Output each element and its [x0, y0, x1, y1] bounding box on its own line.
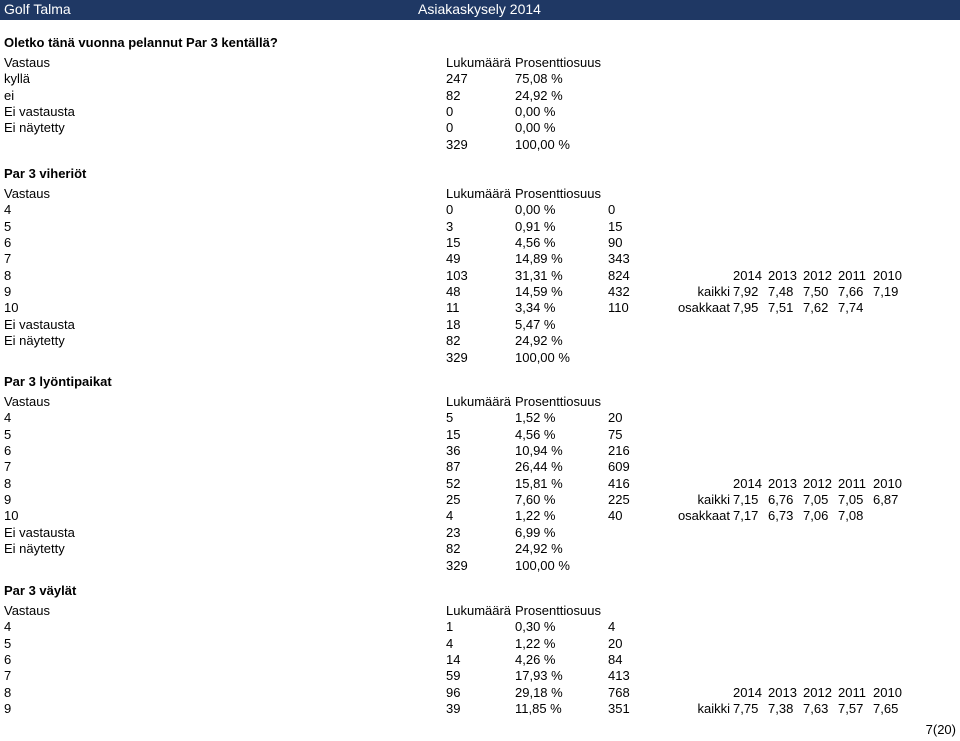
summary-year: 2010: [873, 684, 902, 700]
summary-value: 7,06: [803, 508, 829, 524]
table-cell: 4: [446, 508, 454, 524]
table-cell: 15: [446, 235, 461, 251]
table-row: [0, 119, 960, 136]
table-cell: 6: [4, 235, 12, 251]
table-cell: 4,26 %: [515, 652, 556, 668]
table-cell: 26,44 %: [515, 459, 563, 475]
summary-year: 2013: [768, 267, 797, 283]
table-cell: 225: [608, 492, 630, 508]
table-cell: 82: [446, 333, 461, 349]
summary-value: 7,65: [873, 701, 899, 717]
column-header: Prosenttiosuus: [515, 186, 601, 201]
table-cell: 20: [608, 410, 623, 426]
summary-value: 7,57: [838, 701, 864, 717]
summary-year: 2010: [873, 267, 902, 283]
table-cell: 110: [608, 300, 629, 316]
table-cell: Ei vastausta: [4, 316, 75, 332]
column-header: Prosenttiosuus: [515, 55, 601, 70]
summary-year: 2012: [803, 684, 832, 700]
summary-value: 6,76: [768, 492, 794, 508]
column-header: Lukumäärä: [446, 394, 512, 409]
table-cell: 4: [446, 635, 454, 651]
header-center: Asiakaskysely 2014: [418, 1, 541, 17]
table-cell: 0: [608, 202, 616, 218]
column-header: Lukumäärä: [446, 186, 512, 201]
summary-value: 7,51: [768, 300, 794, 316]
table-cell: 15,81 %: [515, 475, 563, 491]
table-cell: 31,31 %: [515, 267, 563, 283]
table-cell: 11: [446, 300, 460, 316]
table-cell: Ei vastausta: [4, 104, 75, 120]
table-cell: 0: [446, 104, 454, 120]
summary-year: 2011: [838, 475, 866, 491]
summary-value: 7,92: [733, 284, 759, 300]
table-cell: 4,56 %: [515, 235, 556, 251]
table-row: [0, 507, 960, 524]
table-cell: 24,92 %: [515, 333, 563, 349]
table-cell: 82: [446, 87, 461, 103]
table-header-row: [0, 393, 960, 410]
table-cell: 5: [446, 410, 454, 426]
summary-year: 2012: [803, 267, 832, 283]
summary-value: 7,95: [733, 300, 759, 316]
table-cell: 100,00 %: [515, 349, 570, 365]
summary-year: 2014: [733, 267, 762, 283]
table-cell: 4: [4, 410, 12, 426]
table-row: [0, 218, 960, 235]
summary-label: kaikki: [697, 492, 730, 508]
table-row: [0, 700, 960, 717]
table-cell: 40: [608, 508, 623, 524]
table-cell: 0: [446, 120, 454, 136]
column-header: Prosenttiosuus: [515, 603, 601, 618]
table-cell: 247: [446, 71, 468, 87]
summary-year: 2010: [873, 475, 902, 491]
summary-label: osakkaat: [677, 300, 730, 316]
table-cell: 90: [608, 235, 623, 251]
table-cell: 351: [608, 701, 630, 717]
table-cell: 5,47 %: [515, 316, 556, 332]
summary-year: 2012: [803, 475, 832, 491]
header-left: Golf Talma: [4, 1, 71, 17]
table-cell: 6: [4, 652, 12, 668]
table-cell: 48: [446, 284, 461, 300]
table-cell: 1,22 %: [515, 508, 556, 524]
table-row: [0, 635, 960, 652]
table-header-row: [0, 602, 960, 619]
table-cell: 84: [608, 652, 623, 668]
table-cell: 36: [446, 443, 461, 459]
table-cell: 824: [608, 267, 630, 283]
section-title: Oletko tänä vuonna pelannut Par 3 kentällä?: [4, 35, 278, 50]
column-header: Lukumäärä: [446, 603, 512, 618]
table-cell: Ei vastausta: [4, 524, 75, 540]
table-cell: 82: [446, 541, 461, 557]
table-cell: 9: [4, 701, 12, 717]
table-cell: 1,22 %: [515, 635, 556, 651]
table-cell: 11,85 %: [515, 701, 562, 717]
table-cell: 6: [4, 443, 12, 459]
table-cell: ei: [4, 87, 15, 103]
table-row: [0, 557, 960, 574]
table-row: [0, 250, 960, 267]
summary-label: osakkaat: [677, 508, 730, 524]
table-cell: 0,00 %: [515, 202, 556, 218]
table-row: [0, 87, 960, 104]
table-cell: 39: [446, 701, 461, 717]
table-cell: 24,92 %: [515, 87, 563, 103]
table-cell: 3: [446, 218, 454, 234]
table-cell: 5: [4, 635, 12, 651]
table-cell: 23: [446, 524, 461, 540]
table-header-row: [0, 54, 960, 71]
table-cell: 4: [4, 619, 12, 635]
table-cell: 59: [446, 668, 461, 684]
table-cell: 100,00 %: [515, 136, 570, 152]
summary-value: 7,74: [838, 300, 864, 316]
table-cell: 75: [608, 426, 623, 442]
table-row: [0, 618, 960, 635]
section-title: Par 3 väylät: [4, 583, 77, 598]
table-row: [0, 524, 960, 541]
table-cell: 96: [446, 684, 461, 700]
table-cell: 10,94 %: [515, 443, 563, 459]
table-cell: 7,60 %: [515, 492, 556, 508]
table-cell: Ei näytetty: [4, 333, 65, 349]
column-header: Lukumäärä: [446, 55, 512, 70]
summary-value: 7,75: [733, 701, 759, 717]
table-row: [0, 540, 960, 557]
table-row: [0, 283, 960, 300]
table-row: [0, 234, 960, 251]
table-row: [0, 299, 960, 316]
table-row: [0, 316, 960, 333]
table-cell: 9: [4, 492, 12, 508]
table-cell: 4,56 %: [515, 426, 556, 442]
table-row: [0, 491, 960, 508]
summary-year: 2014: [733, 475, 762, 491]
table-row: [0, 409, 960, 426]
summary-value: 7,19: [873, 284, 899, 300]
table-cell: 329: [446, 136, 468, 152]
summary-value: 7,66: [838, 284, 864, 300]
summary-year: 2011: [838, 684, 866, 700]
table-cell: 7: [4, 668, 12, 684]
table-row: [0, 458, 960, 475]
table-row: [0, 442, 960, 459]
summary-value: 7,05: [803, 492, 829, 508]
table-cell: 0,91 %: [515, 218, 556, 234]
table-cell: 75,08 %: [515, 71, 563, 87]
summary-value: 7,48: [768, 284, 794, 300]
summary-value: 7,08: [838, 508, 864, 524]
table-cell: 15: [446, 426, 461, 442]
summary-value: 6,87: [873, 492, 899, 508]
table-row: [0, 684, 960, 701]
page-number: 7(20): [925, 722, 956, 737]
table-cell: 0,00 %: [515, 104, 556, 120]
table-cell: 52: [446, 475, 461, 491]
table-cell: 416: [608, 475, 630, 491]
table-row: [0, 667, 960, 684]
table-row: [0, 267, 960, 284]
table-row: [0, 103, 960, 120]
table-row: [0, 332, 960, 349]
table-cell: 6,99 %: [515, 524, 556, 540]
table-cell: 25: [446, 492, 461, 508]
table-cell: 0,30 %: [515, 619, 556, 635]
summary-value: 7,17: [733, 508, 759, 524]
table-cell: 0: [446, 202, 454, 218]
table-cell: 4: [4, 202, 12, 218]
table-cell: 3,34 %: [515, 300, 556, 316]
summary-year: 2013: [768, 475, 797, 491]
summary-value: 7,38: [768, 701, 794, 717]
table-cell: 87: [446, 459, 461, 475]
table-cell: 329: [446, 349, 468, 365]
document-header: [0, 0, 960, 20]
column-header: Prosenttiosuus: [515, 394, 601, 409]
table-cell: 1,52 %: [515, 410, 556, 426]
table-cell: 14,59 %: [515, 284, 563, 300]
table-cell: 20: [608, 635, 623, 651]
table-row: [0, 475, 960, 492]
table-cell: 768: [608, 684, 630, 700]
table-cell: 8: [4, 267, 12, 283]
table-cell: 10: [4, 300, 19, 316]
table-cell: 10: [4, 508, 19, 524]
table-cell: 103: [446, 267, 468, 283]
summary-label: kaikki: [697, 284, 730, 300]
table-cell: 216: [608, 443, 630, 459]
table-cell: 100,00 %: [515, 557, 570, 573]
table-row: [0, 349, 960, 366]
table-row: [0, 201, 960, 218]
summary-year: 2013: [768, 684, 797, 700]
summary-value: 7,63: [803, 701, 829, 717]
table-cell: 0,00 %: [515, 120, 556, 136]
column-header: Vastaus: [4, 186, 51, 201]
table-cell: 18: [446, 316, 461, 332]
table-cell: 4: [608, 619, 616, 635]
column-header: Vastaus: [4, 603, 51, 618]
table-row: [0, 136, 960, 153]
table-cell: kyllä: [4, 71, 31, 87]
table-cell: 14: [446, 652, 461, 668]
table-header-row: [0, 185, 960, 202]
section-title: Par 3 viheriöt: [4, 166, 87, 181]
table-cell: 413: [608, 668, 630, 684]
table-cell: Ei näytetty: [4, 541, 65, 557]
table-cell: 15: [608, 218, 623, 234]
table-cell: 609: [608, 459, 630, 475]
table-row: [0, 426, 960, 443]
summary-value: 7,50: [803, 284, 829, 300]
table-cell: 343: [608, 251, 630, 267]
table-cell: 329: [446, 557, 468, 573]
summary-value: 7,62: [803, 300, 829, 316]
summary-label: kaikki: [697, 701, 730, 717]
table-cell: 1: [446, 619, 454, 635]
table-cell: 5: [4, 426, 12, 442]
table-cell: 7: [4, 251, 12, 267]
summary-value: 7,05: [838, 492, 864, 508]
table-cell: 5: [4, 218, 12, 234]
table-cell: 17,93 %: [515, 668, 563, 684]
table-cell: 8: [4, 475, 12, 491]
table-cell: 14,89 %: [515, 251, 563, 267]
table-cell: 432: [608, 284, 630, 300]
table-cell: 24,92 %: [515, 541, 563, 557]
table-cell: 49: [446, 251, 461, 267]
table-cell: 9: [4, 284, 12, 300]
summary-year: 2014: [733, 684, 762, 700]
column-header: Vastaus: [4, 55, 51, 70]
table-cell: 8: [4, 684, 12, 700]
section-title: Par 3 lyöntipaikat: [4, 374, 112, 389]
column-header: Vastaus: [4, 394, 51, 409]
table-row: [0, 651, 960, 668]
table-cell: 29,18 %: [515, 684, 563, 700]
table-cell: 7: [4, 459, 12, 475]
table-cell: Ei näytetty: [4, 120, 65, 136]
summary-value: 7,15: [733, 492, 759, 508]
table-row: [0, 70, 960, 87]
summary-value: 6,73: [768, 508, 794, 524]
summary-year: 2011: [838, 267, 866, 283]
